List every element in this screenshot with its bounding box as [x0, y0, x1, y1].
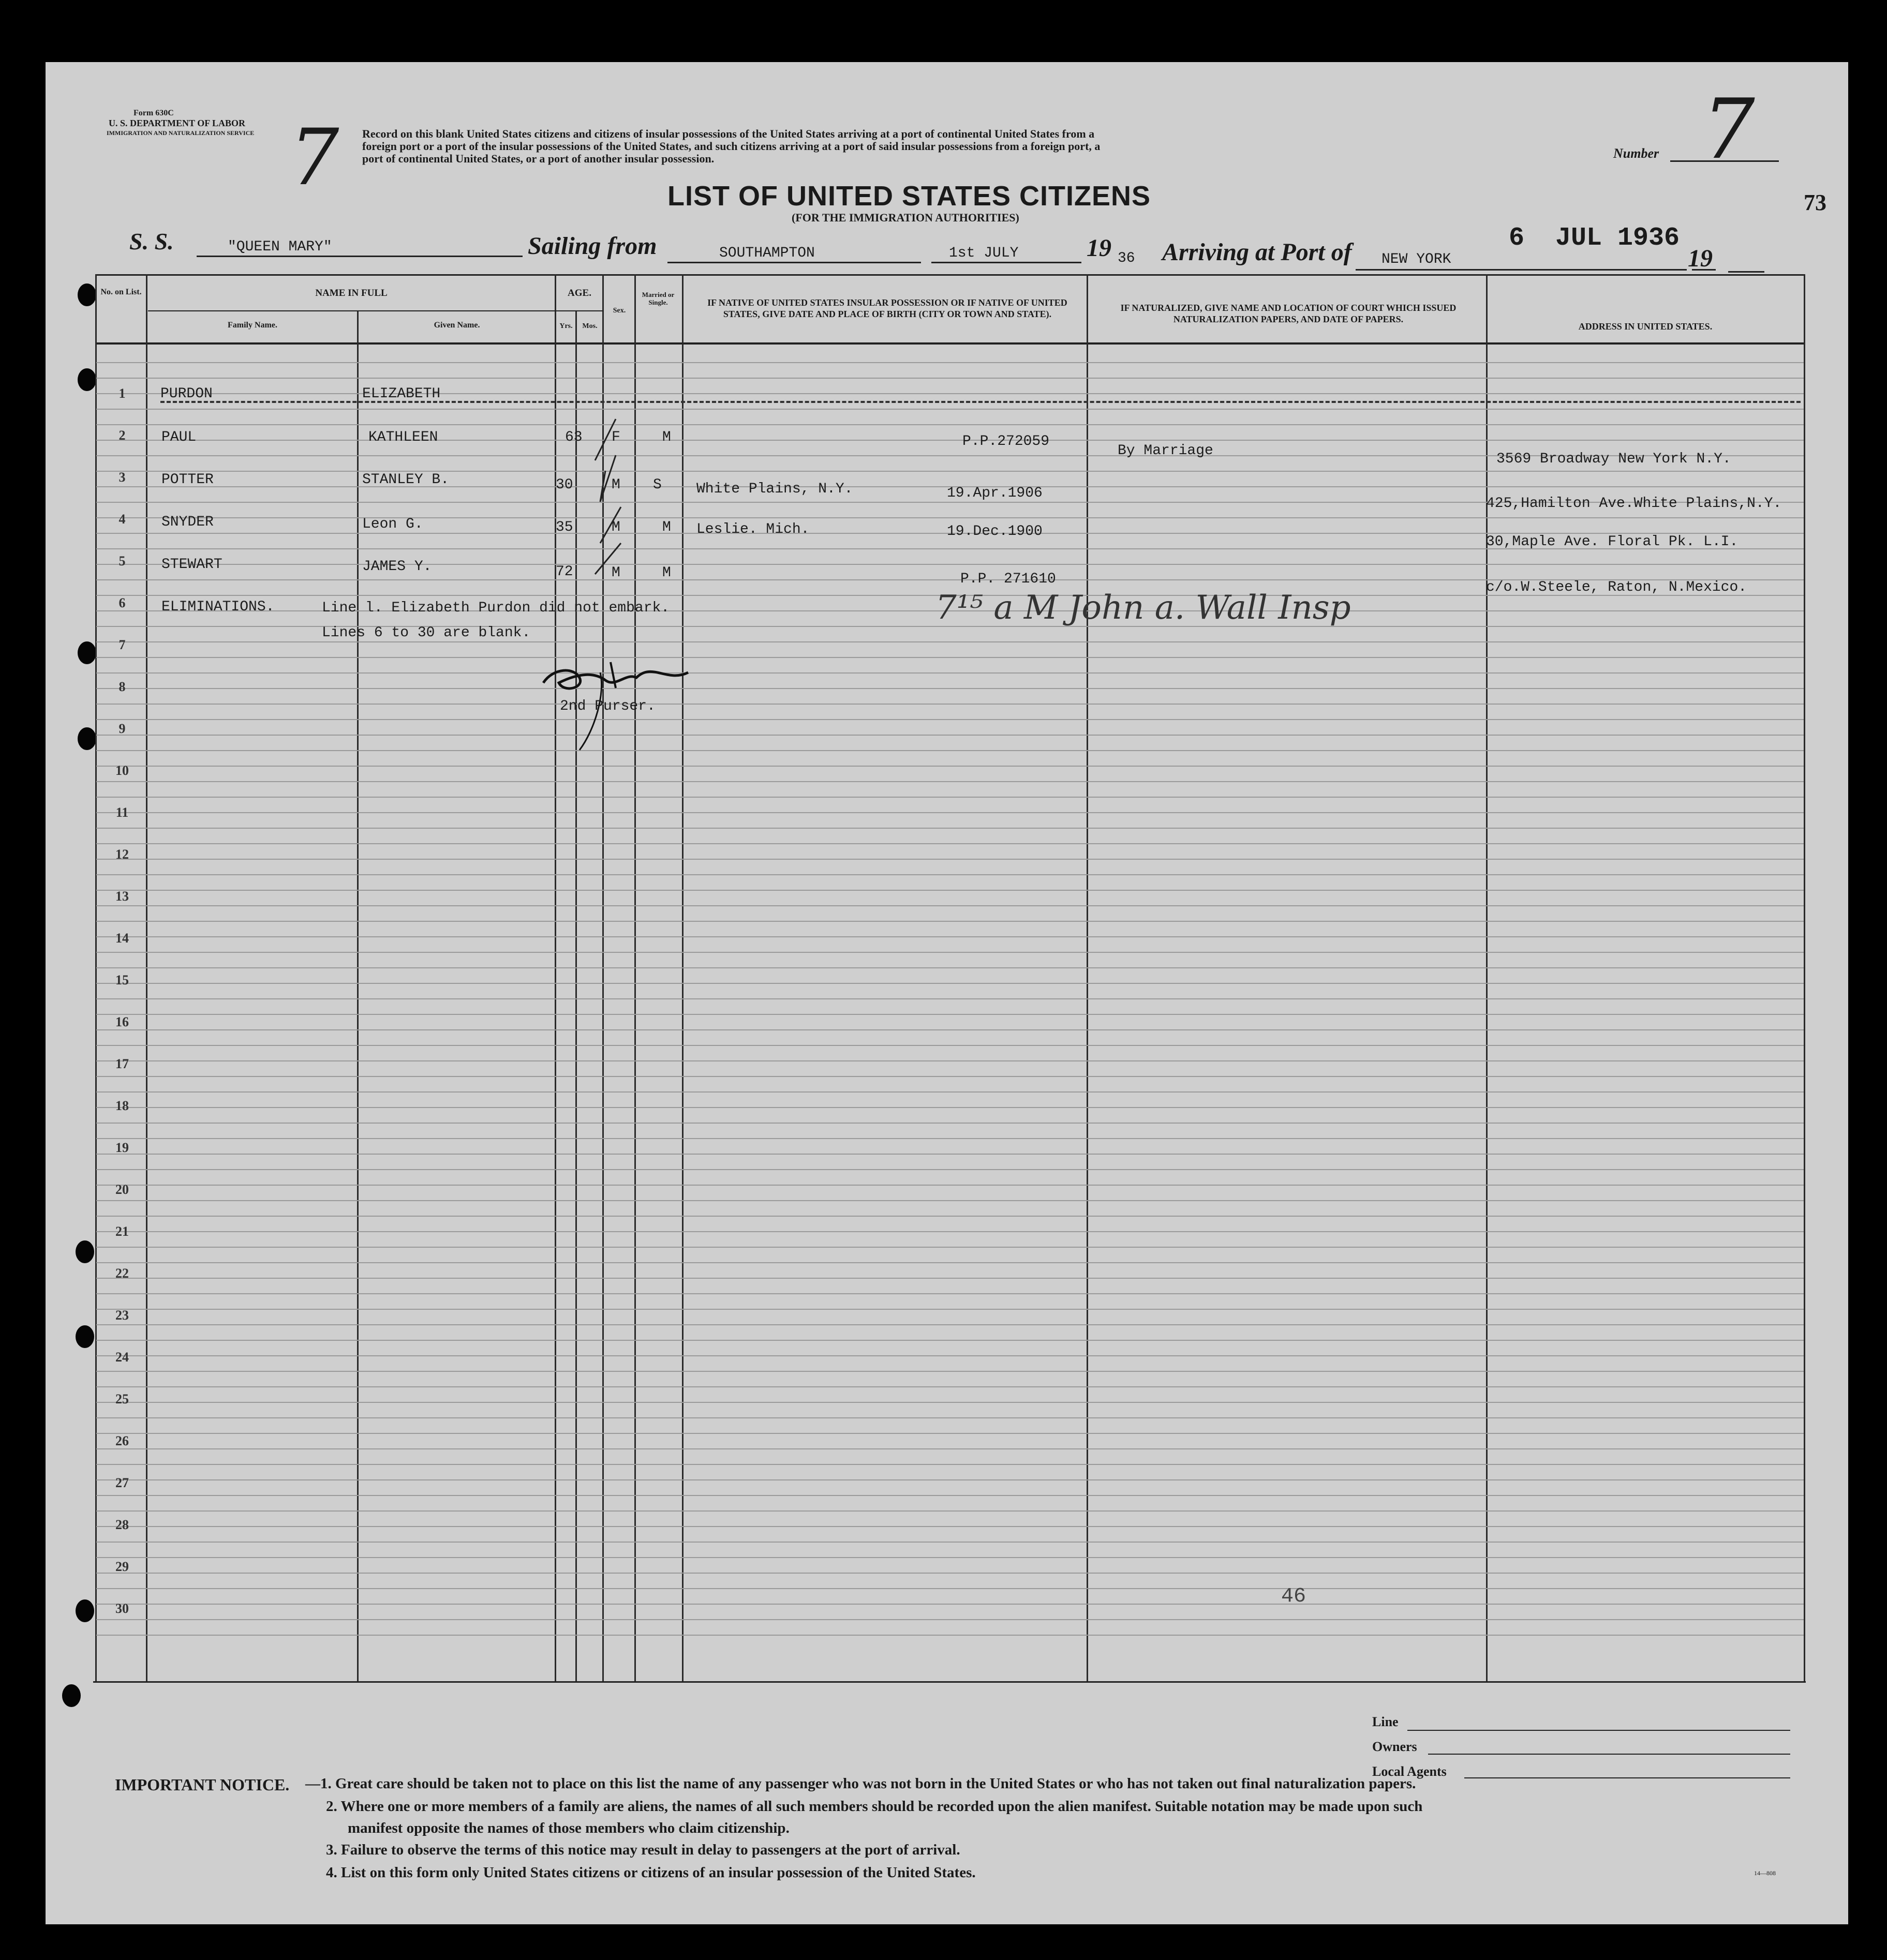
year2-underline — [1728, 271, 1764, 273]
row-number: 14 — [115, 931, 129, 946]
row-number: 24 — [115, 1350, 129, 1365]
ship-underline — [197, 256, 523, 257]
ruled-line — [96, 657, 1804, 658]
notice-heading: IMPORTANT NOTICE. — [115, 1775, 290, 1794]
ruled-line — [96, 1262, 1804, 1263]
ruled-line — [96, 719, 1804, 720]
row-number: 20 — [115, 1182, 129, 1197]
row-number: 18 — [115, 1098, 129, 1113]
sailing-label: Sailing from — [528, 232, 657, 260]
owners-label: Owners — [1372, 1739, 1417, 1754]
row5-marital: M — [662, 565, 671, 581]
name-subheader-rule — [148, 310, 557, 311]
ruled-line — [96, 797, 1804, 798]
col-header-name: NAME IN FULL — [315, 288, 388, 298]
col-header-mos: Mos. — [582, 322, 598, 330]
row-number: 4 — [118, 512, 126, 527]
ruled-line — [96, 1402, 1804, 1403]
ruled-line — [96, 440, 1804, 441]
row4-family: SNYDER — [161, 514, 214, 530]
ruled-line — [96, 905, 1804, 906]
row-number: 7 — [118, 637, 126, 652]
row-number: 13 — [115, 889, 129, 904]
ruled-line — [96, 828, 1804, 829]
col-header-age: AGE. — [568, 288, 591, 298]
row3-place: White Plains, N.Y. — [696, 481, 853, 497]
ruled-line — [96, 1231, 1804, 1232]
sailing-date: 1st JULY — [949, 245, 1019, 261]
ruled-line — [96, 688, 1804, 689]
page-title: LIST OF UNITED STATES CITIZENS — [667, 181, 1151, 212]
row5-address: c/o.W.Steele, Raton, N.Mexico. — [1486, 579, 1747, 595]
year-suffix: 36 — [1118, 250, 1135, 266]
row-number: 12 — [115, 847, 129, 862]
ruled-line — [96, 766, 1804, 767]
row2-naturalized: By Marriage — [1118, 443, 1213, 459]
ruled-line — [96, 672, 1804, 674]
row-number: 19 — [115, 1140, 129, 1155]
row3-date: 19.Apr.1906 — [947, 485, 1043, 501]
ruled-line — [96, 409, 1804, 410]
ruled-line — [96, 812, 1804, 813]
col-line — [682, 274, 684, 1681]
line-underline — [1407, 1730, 1790, 1731]
row-number: 10 — [115, 763, 129, 778]
port-from-underline — [667, 262, 921, 263]
ruled-line — [96, 1309, 1804, 1310]
ruled-line — [96, 1014, 1804, 1015]
col-line — [1087, 274, 1088, 1681]
eliminations-label: ELIMINATIONS. — [161, 599, 275, 615]
row4-yrs: 35 — [556, 519, 573, 535]
ruled-line — [96, 1029, 1804, 1030]
port-to-underline — [1356, 269, 1687, 271]
col-header-naturalized: IF NATURALIZED, GIVE NAME AND LOCATION OF COURT WHICH ISSUED NATURALIZATION PAPERS, AND DATE OF PAPERS. — [1120, 303, 1457, 324]
row-number: 27 — [115, 1475, 129, 1490]
checkmarks — [585, 409, 642, 579]
ruled-line — [96, 1542, 1804, 1543]
punch-hole — [76, 1240, 94, 1263]
inspector-note: 7¹⁵ a M John a. Wall Insp — [935, 589, 1351, 627]
row-number: 1 — [118, 386, 126, 401]
row3-marital: S — [653, 477, 662, 493]
punch-hole — [78, 283, 96, 306]
row4-sex: M — [612, 519, 620, 535]
col-header-yrs: Yrs. — [559, 322, 573, 330]
row2-date: P.P.272059 — [962, 433, 1050, 450]
ruled-line — [96, 1324, 1804, 1325]
row-number: 5 — [118, 553, 126, 568]
ruled-line — [96, 843, 1804, 844]
local-agents-label: Local Agents — [1372, 1764, 1447, 1779]
instructions-line-3: port of continental United States, or a port of another insular possession. — [362, 152, 715, 165]
col-header-married-single: Married or Single. — [642, 291, 675, 306]
punch-hole — [78, 641, 96, 664]
row5-given: JAMES Y. — [362, 559, 432, 575]
form-number: Form 630C — [133, 109, 174, 117]
ruled-line — [96, 641, 1804, 642]
row4-place: Leslie. Mich. — [696, 521, 810, 537]
row2-family: PAUL — [161, 429, 197, 445]
row-number: 17 — [115, 1056, 129, 1071]
row-number: 22 — [115, 1266, 129, 1281]
age-subheader-rule — [557, 310, 603, 311]
ruled-line — [96, 471, 1804, 472]
ruled-line — [96, 983, 1804, 984]
ruled-line — [96, 750, 1804, 751]
line-label: Line — [1372, 1714, 1399, 1729]
punch-hole — [76, 1325, 94, 1348]
row1-given: ELIZABETH — [362, 386, 441, 402]
col-line — [146, 274, 147, 1681]
row-number: 28 — [115, 1517, 129, 1532]
ruled-line — [96, 1604, 1804, 1605]
row-number: 30 — [115, 1601, 129, 1616]
row4-given: Leon G. — [362, 516, 423, 532]
row-number: 25 — [115, 1392, 129, 1407]
row5-sex: M — [612, 565, 620, 581]
row-number: 6 — [118, 595, 126, 610]
row5-date: P.P. 271610 — [960, 571, 1056, 587]
notice-item-2b: manifest opposite the names of those members who claim citizenship. — [348, 1820, 790, 1836]
ruled-line — [96, 921, 1804, 922]
row-number: 2 — [118, 428, 126, 443]
ruled-line — [96, 1169, 1804, 1170]
ruled-line — [96, 1154, 1804, 1155]
row-number: 15 — [115, 972, 129, 988]
ruled-line — [96, 1573, 1804, 1574]
ruled-line — [96, 1340, 1804, 1341]
ruled-line — [96, 1247, 1804, 1248]
row3-given: STANLEY B. — [362, 472, 450, 488]
ruled-line — [96, 564, 1804, 565]
handwritten-mark: 7 — [290, 113, 339, 203]
col-line — [357, 310, 359, 1681]
row4-marital: M — [662, 519, 671, 535]
page-subtitle: (FOR THE IMMIGRATION AUTHORITIES) — [792, 211, 1019, 224]
row3-address: 425,Hamilton Ave.White Plains,N.Y. — [1486, 496, 1782, 512]
ruled-line — [96, 1479, 1804, 1480]
margin-note: 46 — [1281, 1585, 1306, 1608]
col-header-given: Given Name. — [434, 321, 480, 330]
year2-prefix: 19 — [1688, 245, 1713, 272]
col-header-address: ADDRESS IN UNITED STATES. — [1578, 321, 1713, 332]
notice-item-1: —1. Great care should be taken not to place on this list the name of any passenger who was not born in the United States or who has not taken out final naturalization papers. — [305, 1775, 1416, 1792]
ss-label: S. S. — [129, 228, 174, 255]
col-line — [1804, 274, 1805, 1681]
punch-hole — [78, 368, 96, 391]
ruled-line — [96, 1417, 1804, 1418]
table-bottom-rule — [93, 1681, 1806, 1683]
row5-yrs: 72 — [556, 564, 573, 580]
row2-given: KATHLEEN — [368, 429, 438, 445]
ruled-line — [96, 1433, 1804, 1434]
ruled-line — [96, 1123, 1804, 1124]
agents-underline — [1464, 1777, 1790, 1778]
purser-title: 2nd Purser. — [560, 698, 656, 714]
ruled-line — [96, 1138, 1804, 1139]
col-line — [95, 274, 97, 1681]
ruled-line — [96, 1557, 1804, 1558]
row-number: 29 — [115, 1559, 129, 1574]
ruled-line — [96, 1045, 1804, 1046]
manifest-sheet — [46, 62, 1848, 1924]
arrival-stamp: 6 JUL 1936 — [1509, 223, 1680, 253]
ruled-line — [96, 1495, 1804, 1496]
row3-yrs: 30 — [556, 477, 573, 493]
ruled-line — [96, 517, 1804, 518]
row-number: 23 — [115, 1308, 129, 1323]
ruled-line — [96, 1200, 1804, 1201]
ruled-line — [96, 362, 1804, 363]
ruled-line — [96, 859, 1804, 860]
row4-address: 30,Maple Ave. Floral Pk. L.I. — [1486, 534, 1739, 550]
ruled-line — [96, 998, 1804, 999]
row2-sex: F — [612, 429, 620, 445]
ruled-line — [96, 1371, 1804, 1372]
department-name: U. S. DEPARTMENT OF LABOR — [109, 118, 246, 128]
col-line — [1486, 274, 1488, 1681]
ruled-line — [96, 874, 1804, 875]
ruled-line — [96, 1076, 1804, 1077]
eliminations-line2: Lines 6 to 30 are blank. — [322, 625, 531, 641]
owners-underline — [1428, 1754, 1790, 1755]
punch-hole — [76, 1599, 94, 1622]
ruled-line — [96, 1619, 1804, 1620]
page-number: 73 — [1804, 190, 1826, 215]
row3-sex: M — [612, 477, 620, 493]
row-number: 11 — [115, 805, 129, 820]
table-header-rule — [95, 342, 1805, 345]
ruled-line — [96, 1091, 1804, 1093]
row5-family: STEWART — [161, 557, 222, 573]
ruled-line — [96, 1635, 1804, 1636]
col-header-native: IF NATIVE OF UNITED STATES INSULAR POSSESSION OR IF NATIVE OF UNITED STATES, GIVE DATE AND PLACE OF BIRTH (CITY OR TOWN AND STATE). — [707, 297, 1067, 319]
instructions-line-2: foreign port or a port of the insular possessions of the United States, and such citizens arriving at a port of said insular possessions from a foreign port, a — [362, 140, 1101, 153]
table-top-rule — [95, 274, 1805, 276]
col-header-no: No. on List. — [100, 288, 142, 296]
ruled-line — [96, 1588, 1804, 1589]
row-number: 26 — [115, 1433, 129, 1448]
row4-date: 19.Dec.1900 — [947, 523, 1043, 540]
ruled-line — [96, 1526, 1804, 1527]
ruled-line — [96, 704, 1804, 705]
port-from: SOUTHAMPTON — [719, 245, 815, 261]
arriving-label: Arriving at Port of — [1162, 238, 1352, 266]
row1-family: PURDON — [160, 386, 213, 402]
ruled-line — [96, 1355, 1804, 1356]
ruled-line — [96, 424, 1804, 425]
ruled-line — [96, 1386, 1804, 1387]
ruled-line — [96, 735, 1804, 736]
row-number: 21 — [115, 1224, 129, 1239]
notice-item-4: 4. List on this form only United States citizens or citizens of an insular possession of the United States. — [326, 1864, 976, 1881]
instructions-line-1: Record on this blank United States citizens and citizens of insular possessions of the United States arriving at a port of continental United States from a — [362, 127, 1095, 140]
col-header-family: Family Name. — [228, 321, 277, 330]
ruled-line — [96, 393, 1804, 394]
ruled-line — [96, 936, 1804, 937]
ruled-line — [96, 1464, 1804, 1465]
ruled-line — [96, 1293, 1804, 1294]
eliminations-line1: Line l. Elizabeth Purdon did not embark. — [322, 600, 670, 616]
row2-address: 3569 Broadway New York N.Y. — [1496, 451, 1731, 467]
ruled-line — [96, 967, 1804, 968]
number-value: 7 — [1702, 81, 1755, 177]
col-line — [575, 310, 577, 1681]
row-number: 3 — [118, 470, 126, 485]
ruled-line — [96, 1278, 1804, 1279]
row2-yrs: 63 — [565, 429, 583, 445]
year-prefix: 19 — [1087, 234, 1111, 262]
notice-item-2a: 2. Where one or more members of a family are aliens, the names of all such members should be recorded upon the alien manifest. Suitable notation may be made upon such — [326, 1798, 1423, 1815]
ruled-line — [96, 1510, 1804, 1512]
ruled-line — [96, 1216, 1804, 1217]
footer-code: 14—808 — [1754, 1869, 1776, 1877]
port-to: NEW YORK — [1381, 251, 1451, 267]
row-number: 16 — [115, 1014, 129, 1029]
ruled-line — [96, 890, 1804, 891]
ruled-line — [96, 1448, 1804, 1449]
number-label: Number — [1613, 146, 1659, 161]
row-number: 8 — [118, 679, 126, 694]
row-number: 9 — [118, 721, 126, 736]
ruled-line — [96, 1107, 1804, 1108]
ruled-line — [96, 952, 1804, 953]
ship-name: "QUEEN MARY" — [228, 239, 332, 255]
ruled-line — [96, 378, 1804, 379]
ruled-line — [96, 1185, 1804, 1186]
date-underline — [931, 262, 1081, 263]
row2-marital: M — [662, 429, 671, 445]
service-name: IMMIGRATION AND NATURALIZATION SERVICE — [107, 129, 255, 137]
col-header-sex: Sex. — [613, 307, 626, 315]
notice-item-3: 3. Failure to observe the terms of this notice may result in delay to passengers at the port of arrival. — [326, 1842, 960, 1858]
ruled-line — [96, 781, 1804, 782]
punch-hole — [62, 1684, 81, 1707]
ruled-line — [96, 1060, 1804, 1061]
row3-family: POTTER — [161, 472, 214, 488]
punch-hole — [78, 727, 96, 750]
